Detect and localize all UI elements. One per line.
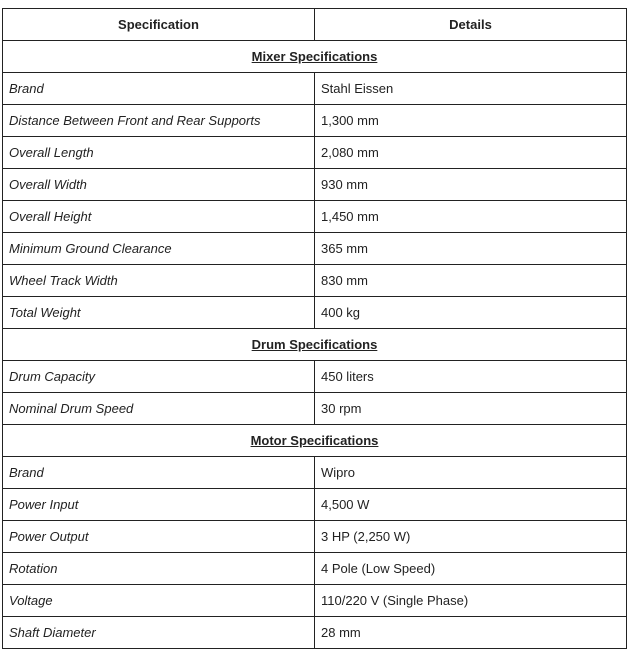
spec-value: 30 rpm	[315, 393, 627, 425]
spec-value: Wipro	[315, 457, 627, 489]
spec-value: 1,300 mm	[315, 105, 627, 137]
header-row	[3, 9, 627, 41]
table-row	[3, 489, 627, 521]
spec-label: Power Input	[3, 489, 315, 521]
specifications-table	[2, 8, 627, 649]
header-specification: Specification	[3, 9, 315, 41]
spec-label: Power Output	[3, 521, 315, 553]
spec-label: Overall Length	[3, 137, 315, 169]
table-row	[3, 73, 627, 105]
spec-label: Overall Height	[3, 201, 315, 233]
spec-label: Wheel Track Width	[3, 265, 315, 297]
spec-value: 1,450 mm	[315, 201, 627, 233]
section-row-motor	[3, 425, 627, 457]
spec-value: 400 kg	[315, 297, 627, 329]
spec-value: 365 mm	[315, 233, 627, 265]
section-title-mixer: Mixer Specifications	[3, 41, 627, 73]
table-row	[3, 361, 627, 393]
spec-value: 830 mm	[315, 265, 627, 297]
spec-value: 2,080 mm	[315, 137, 627, 169]
spec-label: Distance Between Front and Rear Supports	[3, 105, 315, 137]
spec-value: 450 liters	[315, 361, 627, 393]
table-row	[3, 585, 627, 617]
table-row	[3, 265, 627, 297]
section-title-motor: Motor Specifications	[3, 425, 627, 457]
spec-label: Voltage	[3, 585, 315, 617]
spec-label: Brand	[3, 73, 315, 105]
spec-label: Minimum Ground Clearance	[3, 233, 315, 265]
section-title-drum: Drum Specifications	[3, 329, 627, 361]
table-row	[3, 457, 627, 489]
spec-label: Brand	[3, 457, 315, 489]
spec-value: 930 mm	[315, 169, 627, 201]
spec-label: Nominal Drum Speed	[3, 393, 315, 425]
table-row	[3, 201, 627, 233]
spec-label: Overall Width	[3, 169, 315, 201]
spec-value: 3 HP (2,250 W)	[315, 521, 627, 553]
table-row	[3, 297, 627, 329]
table-row	[3, 169, 627, 201]
spec-value: Stahl Eissen	[315, 73, 627, 105]
spec-label: Shaft Diameter	[3, 617, 315, 649]
section-row-mixer	[3, 41, 627, 73]
spec-value: 4 Pole (Low Speed)	[315, 553, 627, 585]
header-details: Details	[315, 9, 627, 41]
table-row	[3, 553, 627, 585]
table-row	[3, 617, 627, 649]
table-row	[3, 233, 627, 265]
spec-value: 28 mm	[315, 617, 627, 649]
spec-value: 4,500 W	[315, 489, 627, 521]
spec-label: Drum Capacity	[3, 361, 315, 393]
table-row	[3, 393, 627, 425]
spec-label: Total Weight	[3, 297, 315, 329]
table-row	[3, 521, 627, 553]
spec-value: 110/220 V (Single Phase)	[315, 585, 627, 617]
table-row	[3, 137, 627, 169]
table-row	[3, 105, 627, 137]
section-row-drum	[3, 329, 627, 361]
spec-label: Rotation	[3, 553, 315, 585]
